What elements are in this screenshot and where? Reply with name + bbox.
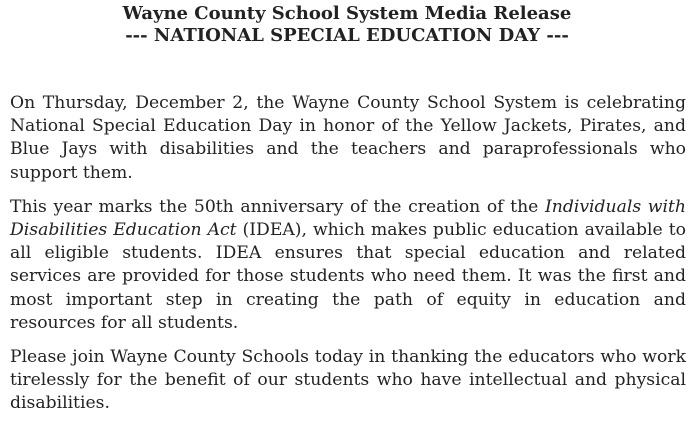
paragraph-2-intro: This year marks the 50th anniversary of the creation of the <box>10 196 545 217</box>
paragraph-3: Please join Wayne County Schools today in thanking the educators who work tirelessly for the benefit of our students who have intellectual and physical disabilities. <box>10 347 686 414</box>
paragraph-1: On Thursday, December 2, the Wayne County School System is celebrating National Special Education Day in honor of the Yellow Jackets, Pirates, and Blue Jays with disabilities and the teachers and paraprofessionals who support them. <box>10 93 686 183</box>
paragraph-2 <box>10 196 686 335</box>
release-subtitle: --- NATIONAL SPECIAL EDUCATION DAY --- <box>125 25 569 46</box>
paragraph-2-rest: (IDEA), which makes public education available to all eligible students. IDEA ensures that special education and related services are provided for those students who need them. It was the first and most important step in creating the path of equity in education and resources for all students. <box>10 220 686 333</box>
act-name: Individuals with Disabilities Education Act <box>10 196 686 241</box>
release-header <box>0 0 694 47</box>
release-title: Wayne County School System Media Release <box>122 3 572 24</box>
release-body <box>10 92 686 416</box>
